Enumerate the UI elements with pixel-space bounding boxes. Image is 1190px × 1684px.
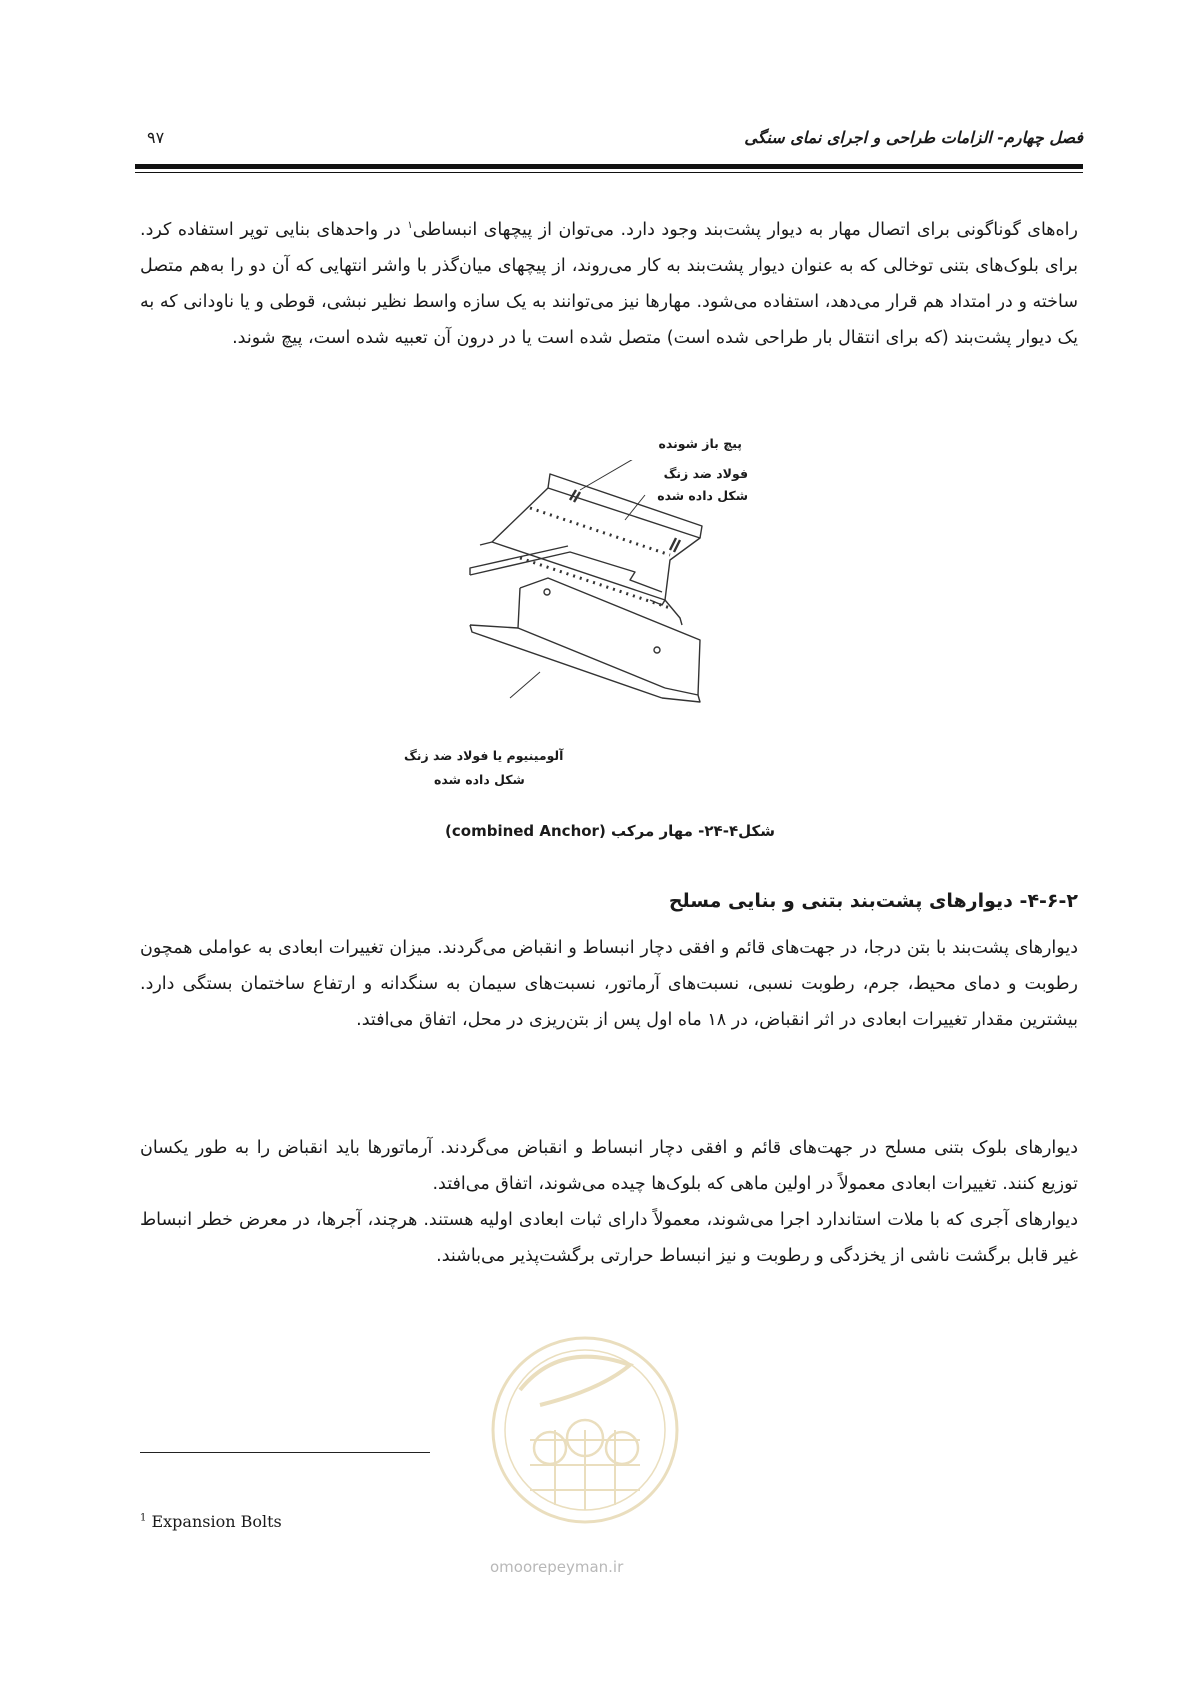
watermark-logo bbox=[480, 1320, 690, 1550]
footnote-reference: ۱ bbox=[407, 220, 413, 232]
label-steel-line-1: فولاد ضد زنگ bbox=[663, 466, 748, 481]
upper-plate-back-flange bbox=[548, 474, 702, 538]
lower-plate-end bbox=[662, 688, 700, 702]
footnote-mark: 1 bbox=[140, 1512, 147, 1524]
page-number: ۹۷ bbox=[147, 128, 165, 147]
label-aluminium-line-1: آلومینیوم یا فولاد ضد زنگ bbox=[404, 748, 564, 763]
paragraph-text: در واحدهای بنایی توپر استفاده کرد. برای بلوک‌های بتنی توخالی که به عنوان دیوار پشت‌بند به کار می‌روند، از پیچهای میان‌گذر با واشر انتهایی که آن دو را به‌هم متصل ساخته و در امتداد هم قرار می‌دهد، استفاده می‌شود. مهارها نیز می‌توانند به یک سازه واسط نظیر نبشی، قوطی و یا ناودانی که به یک دیوار پشت‌بند (که برای انتقال بار طراحی شده است) متصل شده است یا در درون آن تعبیه شده است، پیچ شوند. bbox=[140, 220, 1078, 348]
paragraph-concrete-block: دیوارهای بلوک بتنی مسلح در جهت‌های قائم و افقی دچار انبساط و انقباض می‌گردند. آرماتورها باید انقباض را به طور یکسان توزیع کنند. تغییرات ابعادی معمولاً در اولین ماهی که بلوک‌ها چیده می‌شوند، اتفاق می‌افتد. bbox=[140, 1138, 1078, 1194]
section-heading: ۴-۶-۲- دیوارهای پشت‌بند بتنی و بنایی مسلح bbox=[668, 890, 1078, 912]
chapter-title: فصل چهارم- الزامات طراحی و اجرای نمای سنگی bbox=[744, 128, 1083, 147]
paragraph-anchor-connection bbox=[140, 212, 1078, 356]
slot-row-top bbox=[530, 508, 670, 555]
figure-caption: شکل۴-۲۴- مهار مرکب (combined Anchor) bbox=[445, 822, 775, 840]
slot-row-bottom bbox=[520, 558, 670, 608]
combined-anchor-figure bbox=[400, 436, 820, 800]
leader-bolt bbox=[580, 460, 635, 490]
bolt-right-icon bbox=[670, 538, 680, 552]
label-aluminium-line-2: شکل داده شده bbox=[434, 772, 525, 787]
paragraph-text: راه‌های گوناگونی برای اتصال مهار به دیوار پشت‌بند وجود دارد. می‌توان از پیچهای انبساطی bbox=[412, 220, 1078, 240]
page-header bbox=[135, 128, 1083, 158]
hole-right-icon bbox=[654, 647, 660, 653]
footnote bbox=[140, 1512, 282, 1531]
header-rule-thin bbox=[135, 172, 1083, 173]
header-rule-thick bbox=[135, 164, 1083, 169]
hole-left-icon bbox=[544, 589, 550, 595]
leader-aluminium bbox=[510, 672, 540, 698]
upper-plate-notch bbox=[665, 600, 682, 625]
lower-plate-bottom-flange bbox=[470, 625, 662, 698]
label-steel-line-2: شکل داده شده bbox=[657, 488, 748, 503]
paragraph-cast-in-place: دیوارهای پشت‌بند با بتن درجا، در جهت‌های قائم و افقی دچار انبساط و انقباض می‌گردند. میزان تغییرات ابعادی به عواملی همچون رطوبت و دمای محیط، جرم، رطوبت نسبی، نسبت‌های آرماتور، نسبت‌های سیمان به سنگدانه و ارتفاع ساختمان بستگی دارد. بیشترین مقدار تغییرات ابعادی در اثر انقباض، در ۱۸ ماه اول پس از بتن‌ریزی در محل، اتفاق می‌افتد. bbox=[140, 938, 1078, 1030]
footnote-separator bbox=[140, 1452, 430, 1453]
paragraph-brick-walls: دیوارهای آجری که با ملات استاندارد اجرا می‌شوند، معمولاً دارای ثبات ابعادی اولیه هستند. هرچند، آجرها، در معرض خطر انبساط غیر قابل برگشت ناشی از یخزدگی و رطوبت و نیز انبساط حرارتی برگشت‌پذیر می‌باشند. bbox=[140, 1210, 1078, 1266]
footnote-text: Expansion Bolts bbox=[146, 1512, 282, 1531]
watermark-site: omoorepeyman.ir bbox=[490, 1558, 624, 1576]
upper-plate-front-lip bbox=[480, 542, 665, 605]
label-bolt: پیچ باز شونده bbox=[658, 436, 742, 451]
bolt-left-icon bbox=[570, 490, 580, 502]
upper-plate-top-face bbox=[492, 488, 700, 600]
